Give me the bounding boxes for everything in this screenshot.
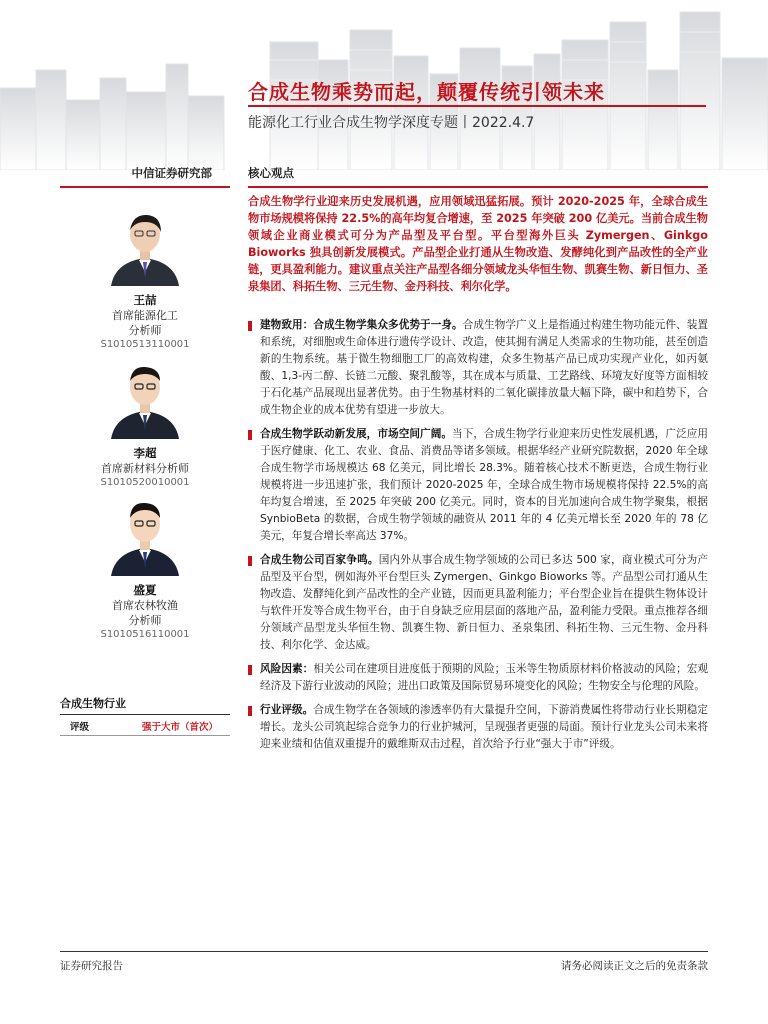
key-point-lead: 风险因素： bbox=[260, 663, 314, 675]
key-point bbox=[248, 426, 708, 545]
core-views-label: 核心观点 bbox=[248, 166, 294, 180]
key-point-lead: 合成生物学跃动新发展，市场空间广阔。 bbox=[260, 428, 453, 440]
bullet-marker bbox=[248, 321, 252, 331]
footer-divider bbox=[60, 951, 708, 952]
key-point-body: 合成生物学广义上是指通过构建生物功能元件、装置和系统，对细胞或生命体进行遗传学设计、改造，使其拥有满足人类需求的生物功能，甚至创造新的生物系统。基于微生物细胞工厂的高效构建，众多生物基产品已成功实现产业化，如丙氨酸、1,3-丙二醇、长链二元酸、聚乳酸等，其在成本与质量、工艺路线、环境友好度等方面相较于石化基产品展现出显著优势。由于生物基材料的二氧化碳排放量大幅下降，碳中和趋势下，合成生物企业的成本优势有望进一步放大。 bbox=[260, 319, 709, 416]
core-summary: 合成生物学行业迎来历史发展机遇，应用领域迅猛拓展。预计 2020-2025 年，全球合成生物市场规模将保持 22.5%的高年均复合增速，至 2025 年突破 200 亿美元。当前合成生物领域企业商业模式可分为产品型及平台型。平台型海外巨头 Zymergen、Ginkgo Bioworks 独具创新发展模式。产品型企业打通从生物改造、发酵纯化到产品改性的全产业链，更具盈利能力。建议重点关注产品型各细分领域龙头华恒生物、凯赛生物、新日恒力、圣泉集团、科拓生物、三元生物、金丹科技、利尔化学。 bbox=[248, 195, 708, 293]
industry-rating-box bbox=[60, 695, 230, 736]
rating-label: 评级 bbox=[70, 722, 90, 733]
analyst-license-id: S1010513110001 bbox=[100, 339, 190, 350]
analyst-license-id: S1010520010001 bbox=[100, 477, 190, 488]
analyst-photo-avatar bbox=[105, 206, 185, 286]
key-point bbox=[248, 702, 708, 753]
research-dept-label: 中信证券研究部 bbox=[131, 166, 212, 180]
main-column-header bbox=[248, 162, 708, 188]
key-point bbox=[248, 317, 708, 419]
left-column-header bbox=[60, 162, 230, 188]
analyst-title: 首席新材料分析师 bbox=[101, 462, 189, 475]
analyst-title-line2: 分析师 bbox=[128, 324, 162, 337]
rating-value: 强于大市（首次） bbox=[142, 722, 219, 733]
key-point bbox=[248, 661, 708, 695]
analyst-license-id: S1010516110001 bbox=[100, 629, 190, 640]
key-point bbox=[248, 552, 708, 654]
analyst-card bbox=[60, 359, 230, 488]
analyst-card bbox=[60, 206, 230, 350]
footer-disclaimer: 请务必阅读正文之后的免责条款 bbox=[561, 960, 708, 972]
analyst-card bbox=[60, 496, 230, 640]
analyst-title-line2: 分析师 bbox=[128, 614, 162, 627]
analyst-name: 盛夏 bbox=[133, 583, 157, 597]
footer-report-type: 证券研究报告 bbox=[60, 960, 123, 972]
bullet-marker bbox=[248, 665, 252, 675]
rating-row bbox=[60, 715, 230, 736]
report-title: 合成生物乘势而起，颠覆传统引领未来 bbox=[248, 80, 605, 104]
analyst-name: 王喆 bbox=[133, 293, 157, 307]
key-point-body: 国内外从事合成生物学领域的公司已多达 500 家，商业模式可分为产品型及平台型，例如海外平台型巨头 Zymergen、Ginkgo Bioworks 等。产品型公司打通从生物改造、发酵纯化到产品改性的全产业链，因而更具盈利能力；平台型企业旨在提供生物体设计与软件开发等合成生物平台，由于自身缺乏应用层面的落地产品，盈利能力受限。重点推荐各细分领域产品型龙头华恒生物、凯赛生物、新日恒力、圣泉集团、科拓生物、三元生物、金丹科技、利尔化学、金达威。 bbox=[260, 554, 709, 651]
key-point-lead: 合成生物公司百家争鸣。 bbox=[260, 554, 379, 566]
bullet-marker bbox=[248, 706, 252, 716]
analyst-name: 李超 bbox=[133, 446, 157, 460]
title-divider bbox=[248, 105, 706, 107]
key-points-list bbox=[248, 317, 708, 760]
analyst-title: 首席农林牧渔 bbox=[112, 599, 178, 612]
bullet-marker bbox=[248, 556, 252, 566]
key-point-lead: 建物致用：合成生物学集众多优势于一身。 bbox=[260, 319, 463, 331]
analyst-photo-avatar bbox=[105, 496, 185, 576]
analyst-title: 首席能源化工 bbox=[112, 309, 178, 322]
bullet-marker bbox=[248, 430, 252, 440]
key-point-body: 相关公司在建项目进度低于预期的风险；玉米等生物质原材料价格波动的风险；宏观经济及下游行业波动的风险；进出口政策及国际贸易环境变化的风险；生物安全与伦理的风险。 bbox=[260, 663, 708, 692]
analyst-photo-avatar bbox=[105, 359, 185, 439]
key-point-body: 当下，合成生物学行业迎来历史性发展机遇，广泛应用于医疗健康、化工、农业、食品、消费品等诸多领域。根据华经产业研究院数据，2020 年全球合成生物学市场规模达 68 亿美元，同比增长 28.3%。随着核心技术不断更迭，合成生物行业规模将进一步迅速扩张，我们预计 2020-2025 年，全球合成生物市场规模将保持 22.5%的高年均复合增速，至 2025 年突破 200 亿美元。同时，资本的目光加速向合成生物学聚集，根据 SynbioBeta 的数据，合成生物学领域的融资从 2011 年的 4 亿美元增长至 2020 年的 78 亿美元，年复合增长率高达 37%。 bbox=[260, 428, 708, 542]
industry-name: 合成生物行业 bbox=[60, 695, 230, 715]
report-subtitle: 能源化工行业合成生物学深度专题丨2022.4.7 bbox=[248, 115, 535, 131]
key-point-body: 合成生物学在各领域的渗透率仍有大量提升空间，下游消费属性将带动行业长期稳定增长。龙头公司筑起综合竞争力的行业护城河，呈现强者更强的局面。预计行业龙头公司未来将迎来业绩和估值双重提升的戴维斯双击过程，首次给予行业“强大于市”评级。 bbox=[260, 704, 708, 750]
key-point-lead: 行业评级。 bbox=[260, 704, 314, 716]
